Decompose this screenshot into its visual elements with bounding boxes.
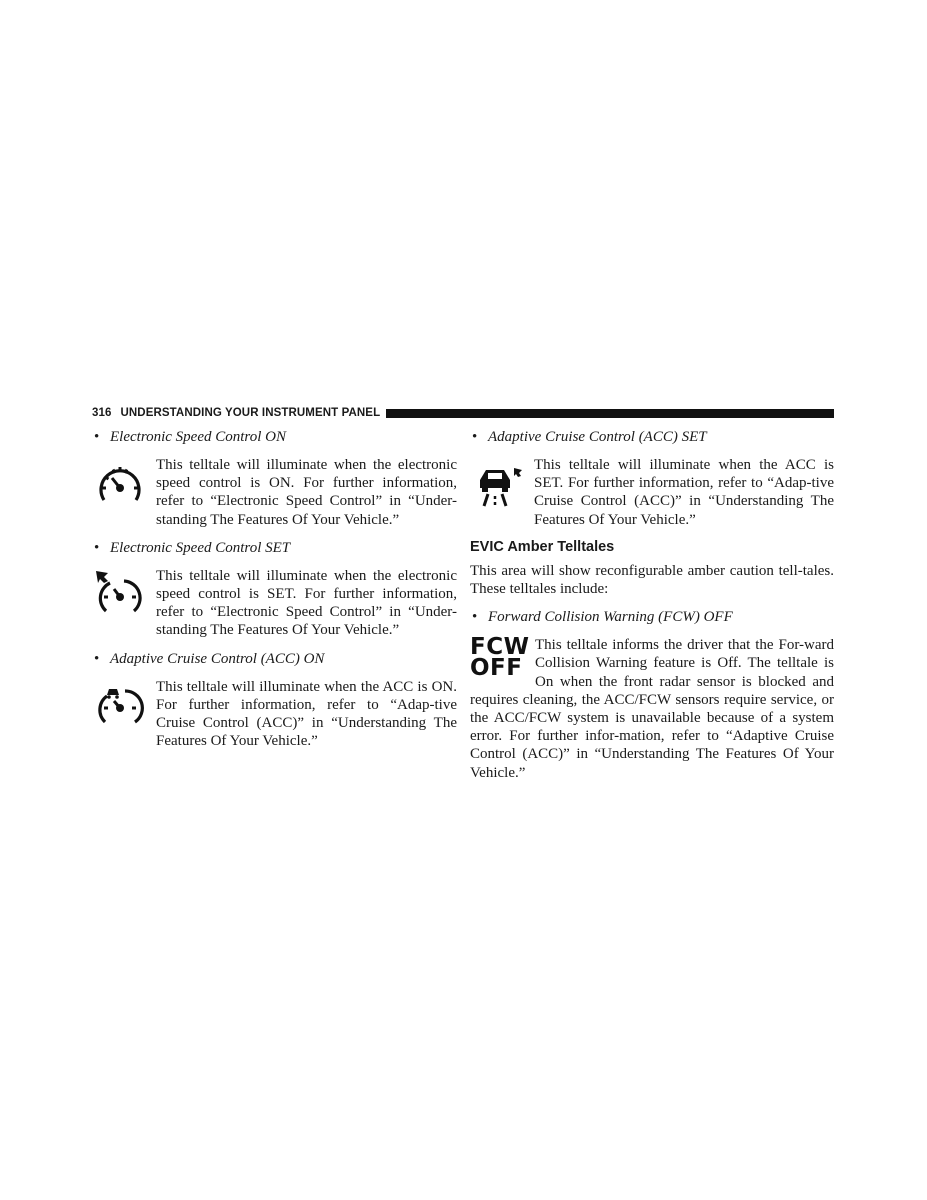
telltale-entry [470,456,834,529]
bullet-heading-text: Electronic Speed Control ON [110,429,286,445]
telltale-entry [92,678,457,751]
telltale-entry [92,567,457,640]
telltale-entry [92,456,457,529]
page-number: 316 [92,407,112,419]
bullet-heading-text: Electronic Speed Control SET [110,539,291,556]
left-column [92,426,457,760]
fcw-icon-line1: FCW [470,634,530,661]
acc-on-icon [92,678,152,738]
bullet-heading: • Electronic Speed Control SET [94,539,291,556]
acc-set-icon [470,456,530,516]
speedometer-set-icon [92,567,152,627]
telltale-description: This telltale will illuminate when the electronic speed control is SET. For further information, refer to “Electronic Speed Control” in “Under-standing The Features Of Your Vehicle.” [156,567,457,639]
section-intro: This area will show reconfigurable amber caution tell-tales. These telltales include: [470,562,834,598]
telltale-description: This telltale will illuminate when the ACC is ON. For further information, refer to “Adap-tive Cruise Control (ACC)” in “Understanding The Features Of Your Vehicle.” [156,678,457,750]
section-heading: EVIC Amber Telltales [470,538,615,555]
fcw-icon-line2: OFF [470,655,523,682]
page-header [92,405,834,421]
right-column [470,426,834,782]
bullet-heading: • Adaptive Cruise Control (ACC) SET [472,429,707,445]
telltale-entry [470,636,834,782]
header-rule [386,409,834,418]
fcw-off-icon [470,634,532,689]
speedometer-icon [92,456,152,516]
telltale-description: This telltale informs the driver that the For-ward Collision Warning feature is Off. The telltale is On when the front radar sensor is blocked and requires cleaning, the ACC/FCW sensors require service, or the ACC/FCW system is unavailable because of a system error. For further infor-mation, refer to “Adaptive Cruise Control (ACC)” in “Understanding The Features Of Your Vehicle.” [470,637,834,781]
page-header-title: UNDERSTANDING YOUR INSTRUMENT PANEL [120,407,381,419]
telltale-description: This telltale will illuminate when the electronic speed control is ON. For further information, refer to “Electronic Speed Control” in “Under-standing The Features Of Your Vehicle.” [156,457,457,528]
bullet-heading: • Electronic Speed Control ON [94,429,286,445]
bullet-heading: • Forward Collision Warning (FCW) OFF [472,609,733,626]
bullet-heading-text: Adaptive Cruise Control (ACC) SET [488,429,707,445]
bullet-heading-text: Forward Collision Warning (FCW) OFF [488,609,733,626]
bullet-heading: • Adaptive Cruise Control (ACC) ON [94,650,325,667]
telltale-description: This telltale will illuminate when the ACC is SET. For further information, refer to “Adap-tive Cruise Control (ACC)” in “Understanding The Features Of Your Vehicle.” [534,457,834,528]
bullet-heading-text: Adaptive Cruise Control (ACC) ON [110,650,325,667]
